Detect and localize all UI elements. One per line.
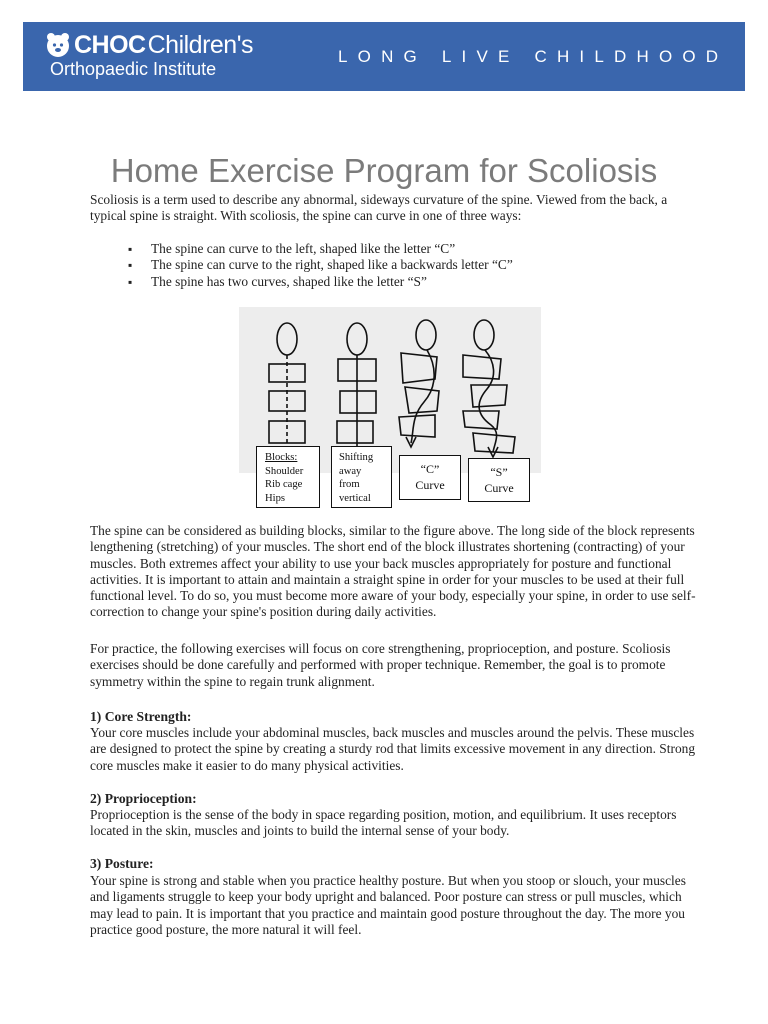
c-curve-label-line: Curve	[415, 478, 445, 492]
s-curve-spine-drawing	[463, 320, 515, 457]
blocks-item-label: Rib cage	[265, 479, 303, 490]
shifting-spine-drawing	[337, 323, 376, 447]
tagline: LONG LIVE CHILDHOOD	[338, 47, 729, 66]
blocks-item-label: Shoulder	[265, 465, 304, 477]
c-curve-spine-drawing	[399, 320, 439, 447]
blocks-item-label: Hips	[265, 492, 286, 504]
c-curve-label-line: “C”	[420, 462, 440, 476]
section-heading-proprioception: 2) Proprioception:	[90, 791, 197, 806]
blocks-legend-label	[256, 446, 320, 508]
c-curve-label	[399, 455, 461, 500]
header-banner	[23, 22, 745, 91]
section-text-core-strength: Your core muscles include your abdominal muscles, back muscles and muscles around the pelvis. These muscles are designed to protect the spine by creating a sturdy rod that limits excessive movement in any direction. Strong core muscles make it easier to do many physical activities.	[90, 725, 696, 773]
section-text-proprioception: Proprioception is the sense of the body in space regarding position, motion, and equilibrium. It uses receptors located in the skin, muscles and joints to build the internal sense of your body.	[90, 807, 677, 839]
choc-logo	[45, 31, 253, 79]
logo-choc-text: CHOC	[74, 31, 146, 59]
s-curve-label-line: “S”	[490, 465, 508, 479]
shifting-label-line: from	[339, 479, 360, 490]
building-blocks-paragraph: The spine can be considered as building blocks, similar to the figure above. The long side of the block represents lengthening (stretching) of your muscles. The short end of the block illustrates shortening (contracting) of your muscles. Both extremes affect your ability to use your back muscles appropriately for posture and functional activities. It is important to attain and maintain a straight spine in order for your muscles to be used at their full functional level. To do so, you must become more aware of your body, especially your spine, in order to use self-correction to change your spine's position during daily activities.	[90, 523, 696, 620]
list-item: ▪ The spine has two curves, shaped like the letter “S”	[128, 274, 513, 290]
page-title: Home Exercise Program for Scoliosis	[110, 152, 658, 189]
curve-types-list	[128, 241, 513, 290]
s-curve-label-line: Curve	[484, 481, 514, 495]
shifting-label-line: Shifting	[339, 452, 374, 463]
intro-paragraph: Scoliosis is a term used to describe any abnormal, sideways curvature of the spine. Viewed from the back, a typical spine is straight. With scoliosis, the spine can curve in one of three ways:	[90, 192, 668, 224]
logo-childrens-text: Children's	[147, 31, 253, 59]
bear-head-icon	[45, 32, 71, 58]
shifting-label-line: vertical	[339, 492, 371, 504]
section-heading-posture: 3) Posture:	[90, 856, 154, 871]
practice-paragraph: For practice, the following exercises will focus on core strengthening, proprioception, and posture. Scoliosis exercises should be done carefully and performed with proper technique. Remember, the goal is to promote symmetry within the spine to regain trunk alignment.	[90, 641, 671, 689]
section-heading-core-strength: 1) Core Strength:	[90, 709, 192, 724]
blocks-label-title: Blocks:	[265, 452, 298, 463]
logo-subtitle: Orthopaedic Institute	[50, 59, 217, 79]
list-item: ▪ The spine can curve to the left, shaped like the letter “C”	[128, 241, 513, 257]
shifting-label-line: away	[339, 465, 362, 477]
shifting-label	[331, 446, 392, 508]
section-text-posture: Your spine is strong and stable when you practice healthy posture. But when you stoop or slouch, your muscles and ligaments struggle to keep your body upright and balanced. Poor posture can stress or pull muscles, which may lead to pain. It is important that you practice and maintain good posture throughout the day. The more you practice good posture, the more natural it will feel.	[90, 873, 686, 937]
list-item: ▪ The spine can curve to the right, shaped like a backwards letter “C”	[128, 257, 513, 273]
s-curve-label	[468, 458, 530, 502]
straight-spine-drawing	[269, 323, 305, 447]
